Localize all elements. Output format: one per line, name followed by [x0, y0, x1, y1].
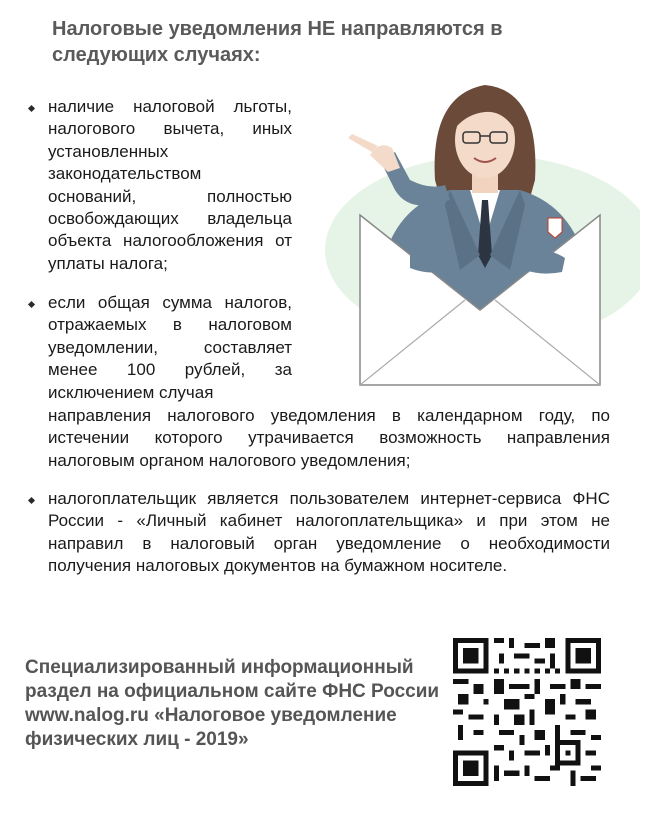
list-item-small-amount-continued — [48, 405, 610, 472]
list-item-text: направления налогового уведомления в календарном году, по истечении которого утрачивается возможность направления налоговым органом налогового уведомления; — [48, 406, 610, 470]
bullet-icon — [28, 105, 35, 112]
footer-info-text: Специализированный информационный раздел на официальном сайте ФНС России www.nalog.ru «Налоговое уведомление физических лиц - 2019» — [25, 657, 440, 750]
list-item-text: налогоплательщик является пользователем интернет-сервиса ФНС России - «Личный кабинет налогоплательщика» и при этом не направил в налоговый орган уведомление о необходимости получения налоговых документов на бумажном носителе. — [48, 489, 610, 576]
page-heading: Налоговые уведомления НЕ направляются в следующих случаях: — [52, 18, 503, 66]
list-item-personal-cabinet — [48, 488, 610, 578]
list-item-small-amount — [48, 292, 292, 404]
bullet-icon — [28, 497, 35, 504]
list-item-text: наличие налоговой льготы, налогового вычета, иных установленных законодательством оснований, полностью освобождающих владельца объекта налогообложения от уплаты налога; — [48, 97, 292, 273]
bullet-icon — [28, 301, 35, 308]
tax-officer-in-envelope-illustration — [300, 40, 640, 395]
list-item-tax-benefit — [48, 96, 292, 275]
qr-code-icon[interactable] — [453, 638, 601, 786]
list-item-text: если общая сумма налогов, отражаемых в налоговом уведомлении, составляет менее 100 рублей, за исключением случая — [48, 293, 292, 402]
